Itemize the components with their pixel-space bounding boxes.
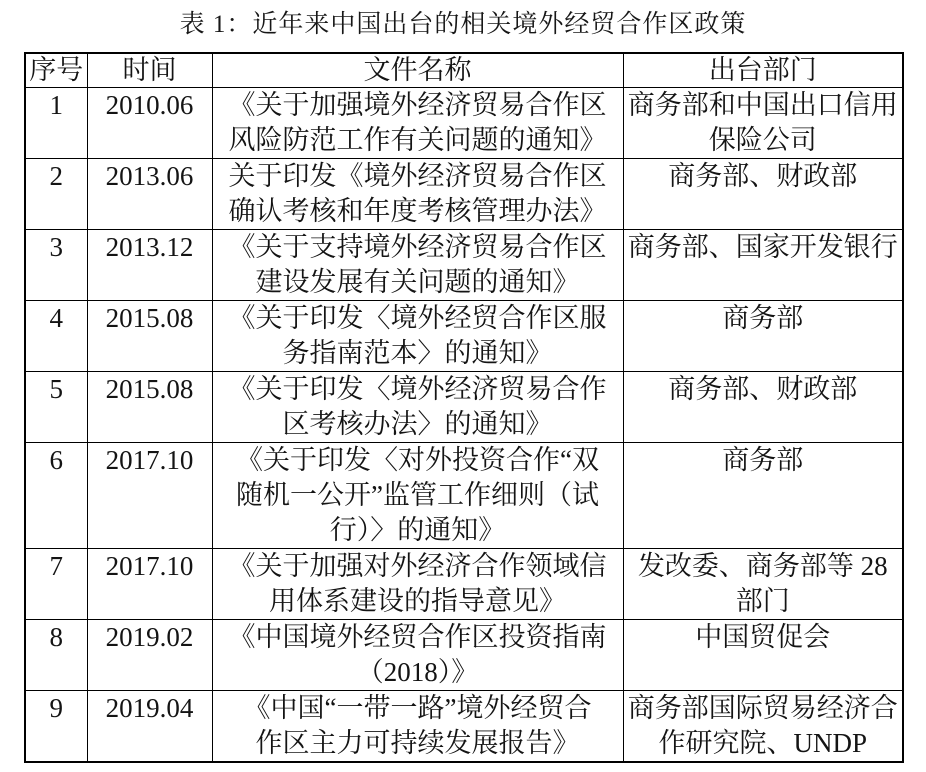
text-line: 2017.10 — [105, 445, 194, 475]
col-header-name: 文件名称 — [212, 53, 623, 88]
document-name-cell — [212, 88, 623, 159]
text-line: 3 — [49, 232, 63, 262]
table-row — [25, 372, 903, 443]
time-cell — [87, 230, 212, 301]
row-number-cell — [25, 620, 87, 691]
text-line: 1 — [49, 90, 63, 120]
document-name-cell — [212, 691, 623, 763]
row-number-cell — [25, 372, 87, 443]
table-row — [25, 230, 903, 301]
text-line: 用体系建设的指导意见》 — [269, 586, 566, 616]
table-caption: 表 1：近年来中国出台的相关境外经贸合作区政策 — [179, 11, 747, 38]
row-number-cell — [25, 230, 87, 301]
text-line: 商务部 — [722, 303, 804, 333]
table-row — [25, 443, 903, 549]
text-line: 《关于印发〈境外经济贸易合作 — [228, 374, 607, 404]
text-line: 2013.12 — [105, 232, 194, 262]
department-cell — [623, 691, 903, 763]
table-row — [25, 159, 903, 230]
text-line: 《关于印发〈境外经贸合作区服 — [228, 303, 607, 333]
text-line: 商务部、国家开发银行 — [627, 232, 898, 262]
text-line: 商务部、财政部 — [668, 161, 858, 191]
text-line: 作研究院、UNDP — [658, 728, 867, 758]
time-cell — [87, 372, 212, 443]
text-line: 务指南范本〉的通知》 — [282, 338, 553, 368]
text-line: 7 — [49, 551, 63, 581]
time-cell — [87, 88, 212, 159]
text-line: 风险防范工作有关问题的通知》 — [228, 125, 607, 155]
text-line: 中国贸促会 — [695, 622, 831, 652]
text-line: 2 — [49, 161, 63, 191]
text-line: 商务部和中国出口信用 — [627, 90, 898, 120]
text-line: 2019.02 — [105, 622, 194, 652]
document-name-cell — [212, 159, 623, 230]
text-line: 确认考核和年度考核管理办法》 — [228, 196, 607, 226]
text-line: 保险公司 — [708, 125, 817, 155]
text-line: 行）〉的通知》 — [329, 515, 506, 545]
department-cell — [623, 88, 903, 159]
department-cell — [623, 159, 903, 230]
text-line: 2017.10 — [105, 551, 194, 581]
document-name-cell — [212, 620, 623, 691]
text-line: 《关于印发〈对外投资合作“双 — [236, 445, 599, 475]
header-row — [25, 53, 903, 88]
text-line: （2018）》 — [356, 657, 479, 687]
department-cell — [623, 443, 903, 549]
text-line: 2015.08 — [105, 374, 194, 404]
row-number-cell — [25, 88, 87, 159]
document-name-cell — [212, 372, 623, 443]
col-header-no: 序号 — [25, 53, 87, 88]
table-header — [25, 53, 903, 88]
table-row — [25, 691, 903, 763]
text-line: 6 — [49, 445, 63, 475]
row-number-cell — [25, 549, 87, 620]
text-line: 《关于加强对外经济合作领域信 — [228, 551, 607, 581]
text-line: 2010.06 — [105, 90, 194, 120]
text-line: 作区主力可持续发展报告》 — [255, 728, 580, 758]
document-name-cell — [212, 443, 623, 549]
text-line: 2015.08 — [105, 303, 194, 333]
text-line: 商务部、财政部 — [668, 374, 858, 404]
time-cell — [87, 620, 212, 691]
document-name-cell — [212, 230, 623, 301]
table-body — [25, 88, 903, 763]
text-line: 9 — [49, 693, 63, 723]
department-cell — [623, 230, 903, 301]
department-cell — [623, 549, 903, 620]
text-line: 《关于支持境外经济贸易合作区 — [228, 232, 607, 262]
text-line: 部门 — [735, 586, 790, 616]
text-line: 2013.06 — [105, 161, 194, 191]
text-line: 建设发展有关问题的通知》 — [255, 267, 580, 297]
text-line: 关于印发《境外经济贸易合作区 — [228, 161, 607, 191]
department-cell — [623, 301, 903, 372]
time-cell — [87, 549, 212, 620]
text-line: 区考核办法〉的通知》 — [282, 409, 553, 439]
text-line: 《中国“一带一路”境外经贸合 — [243, 693, 592, 723]
text-line: 4 — [49, 303, 63, 333]
time-cell — [87, 301, 212, 372]
col-header-time: 时间 — [87, 53, 212, 88]
text-line: 发改委、商务部等 28 — [637, 551, 888, 581]
row-number-cell — [25, 443, 87, 549]
document-name-cell — [212, 301, 623, 372]
text-line: 5 — [49, 374, 63, 404]
row-number-cell — [25, 159, 87, 230]
text-line: 随机一公开”监管工作细则（试 — [236, 480, 599, 510]
row-number-cell — [25, 691, 87, 763]
policy-table — [24, 52, 904, 763]
col-header-dept: 出台部门 — [623, 53, 903, 88]
department-cell — [623, 620, 903, 691]
text-line: 商务部 — [722, 445, 804, 475]
table-row — [25, 88, 903, 159]
department-cell — [623, 372, 903, 443]
time-cell — [87, 691, 212, 763]
document-name-cell — [212, 549, 623, 620]
text-line: 商务部国际贸易经济合 — [627, 693, 898, 723]
text-line: 8 — [49, 622, 63, 652]
time-cell — [87, 159, 212, 230]
text-line: 《关于加强境外经济贸易合作区 — [228, 90, 607, 120]
time-cell — [87, 443, 212, 549]
text-line: 2019.04 — [105, 693, 194, 723]
text-line: 《中国境外经贸合作区投资指南 — [228, 622, 607, 652]
table-row — [25, 620, 903, 691]
table-row — [25, 301, 903, 372]
table-row — [25, 549, 903, 620]
row-number-cell — [25, 301, 87, 372]
